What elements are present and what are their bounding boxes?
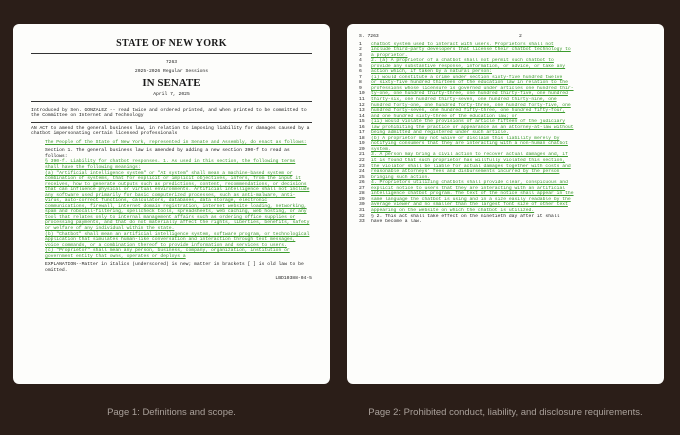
- line-number: 17: [359, 130, 365, 136]
- line-number: 1: [359, 41, 362, 47]
- sessions-line: 2025-2026 Regular Sessions: [134, 68, 209, 74]
- line-text: 2. (a) A proprietor of a chatbot shall not permit such chatbot to: [371, 58, 554, 64]
- line-number: 28: [359, 191, 365, 197]
- page-2-header: [359, 34, 650, 40]
- line-number: 15: [359, 119, 365, 125]
- header-page-number: 2: [519, 34, 522, 39]
- bill-code: LBD10388-04-5: [275, 276, 312, 282]
- line-text: the violator shall be liable for actual damages together with costs and: [371, 163, 571, 169]
- line-text: hundred forty-seven, one hundred fifty-three, one hundred fifty-four,: [371, 108, 566, 114]
- line-text: and one hundred sixty-three of the education law; or: [371, 113, 518, 119]
- line-number: 33: [359, 219, 365, 225]
- caption-page-2: Page 2: Prohibited conduct, liability, and disclosure requirements.: [368, 407, 643, 418]
- line-text: provide any substantive response, information, or advice, or take any: [371, 63, 566, 69]
- line-number: 23: [359, 163, 365, 169]
- line-number: 12: [359, 102, 365, 108]
- line-number: 30: [359, 202, 365, 208]
- line-text: same language the chatbot is using and in a size easily readable by the: [371, 196, 571, 202]
- line-number: 24: [359, 169, 365, 175]
- line-number: 25: [359, 174, 365, 180]
- line-text: appearing on the website on which the chatbot is utilized.: [371, 207, 535, 213]
- line-text: system.: [371, 146, 391, 152]
- line-number: 4: [359, 58, 362, 64]
- line-number: 26: [359, 180, 365, 186]
- section-heading: § 390-f. Liability for chatbot responses. 1. As used in this section, the following terms shall have the following meanings:: [45, 159, 296, 171]
- bill-page-2: [347, 24, 664, 384]
- line-number: 27: [359, 185, 365, 191]
- line-number: 21: [359, 152, 365, 158]
- line-text: it is found that such proprietor has willfully violated this section,: [371, 158, 566, 164]
- line-text: reasonable attorneys' fees and disbursements incurred by the person: [371, 169, 560, 175]
- line-number: 2: [359, 47, 362, 53]
- line-number: 13: [359, 108, 365, 114]
- line-text: a proprietor.: [371, 52, 408, 58]
- header-bill-number: S. 7263: [359, 34, 379, 39]
- title-rule: [31, 53, 312, 54]
- line-text: 4. Proprietors utilizing chatbots shall provide clear, conspicuous and: [371, 180, 568, 186]
- line-number: 9: [359, 85, 362, 91]
- line-text: bringing such action.: [371, 174, 431, 180]
- line-text: § 2. This act shall take effect on the ninetieth day after it shall: [371, 213, 560, 219]
- line-text: thirty-six, one hundred thirty-seven, one hundred thirty-nine, one: [371, 97, 557, 103]
- page-2-lines: [359, 42, 650, 225]
- section-1-intro: Section 1. The general business law is amended by adding a new section 390-f to read as follows:: [45, 148, 290, 159]
- line-text: intelligence chatbot program. The text of the notice shall appear in the: [371, 191, 574, 197]
- line-number: 3: [359, 52, 362, 58]
- introduced-text: Introduced by Sen. GONZALEZ -- read twice and ordered printed, and when printed to be committed to the Committee on Internet and Technology: [31, 107, 307, 119]
- line-number: 11: [359, 97, 365, 103]
- state-title: STATE OF NEW YORK: [116, 38, 227, 49]
- enacting-clause: The People of the State of New York, represented in Senate and Assembly, do enact as follows:: [45, 139, 307, 145]
- definition-c: (c) "Proprietor" shall mean any person, business, company, organization, institution or government entity that owns, operates or deploys a: [45, 248, 290, 259]
- line-number: 31: [359, 207, 365, 213]
- line-number: 20: [359, 146, 365, 152]
- line-text: (b) A proprietor may not waive or disclaim this liability merely by: [371, 135, 560, 141]
- line-number: 7: [359, 74, 362, 80]
- line-number: 18: [359, 135, 365, 141]
- definition-a: (a) "Artificial intelligence system" or "AI system" shall mean a machine-based system or combination of systems, that for explicit or implicit objectives, infers, from the input it receives, how to generate outputs such as predictions, content, recommendations, or decisions that can influence physical or virtual environments. Artificial intelligence shall not include any software used primarily for basic computerized processes, such as anti-malware, anti-virus, auto-correct functions, calculators, databases, data storage, electronic communications, firewall, internet domain registration, internet website loading, networking, spam and robocall-filtering, spellcheck tools, spreadsheets, web caching, web hosting, or any tool that relates only to internal management affairs such as ordering office supplies or processing payments, and that do not materially affect the rights, liberties, benefits, safety or welfare of any individual within the state.: [45, 170, 310, 232]
- line-text: action which, if taken by a natural person:: [371, 69, 492, 75]
- line-text: (i) would constitute a crime under section sixty-five hundred twelve: [371, 74, 563, 80]
- intro-rule: [31, 122, 312, 123]
- bill-line: [359, 219, 650, 225]
- definition-b: (b) "Chatbot" shall mean an artificial intelligence system, software program, or technological application that simulates human-like conversation and interaction through text messages, voice commands, or a combination thereof to provide information and services to users.: [45, 231, 310, 248]
- line-number: 8: [359, 80, 362, 86]
- line-number: 16: [359, 124, 365, 130]
- line-text: being admitted and registered under such article.: [371, 130, 509, 136]
- date-rule: [31, 101, 312, 102]
- line-text: average viewer and no smaller than the largest font size of other text: [371, 202, 568, 208]
- line-text: notifying consumers that they are interacting with a non-human chatbot: [371, 141, 568, 147]
- line-number: 14: [359, 113, 365, 119]
- line-text: include third-party developers that license their chatbot technology to: [371, 47, 571, 53]
- bill-page-1: [13, 24, 330, 384]
- act-title: AN ACT to amend the general business law, in relation to imposing liability for damages caused by a chatbot impersonating certain licensed professionals: [31, 125, 310, 137]
- explanation-note: EXPLANATION--Matter in italics (underscored) is new; matter in brackets [ ] is old law to be omitted.: [45, 262, 304, 273]
- bill-date: April 7, 2025: [153, 92, 190, 98]
- line-text: ty-one, one hundred thirty-three, one hundred thirty-five, one hundred: [371, 91, 568, 97]
- line-number: 22: [359, 158, 365, 164]
- line-text: (ii) would violate the provisions of article fifteen of the judiciary: [371, 119, 566, 125]
- line-text: hundred forty-one, one hundred forty-three, one hundred forty-five, one: [371, 102, 571, 108]
- line-text: or sixty-five hundred thirteen of the education law in relation to the: [371, 80, 568, 86]
- line-text: have become a law.: [371, 219, 422, 225]
- line-number: 5: [359, 63, 362, 69]
- line-number: 10: [359, 91, 365, 97]
- line-text: explicit notice to users that they are interacting with an artificial: [371, 185, 566, 191]
- caption-page-1: Page 1: Definitions and scope.: [107, 407, 236, 418]
- line-text: professions whose licensure is governed under articles one hundred thir-: [371, 85, 574, 91]
- line-text: 3. A person may bring a civil action to recover actual damages and, if: [371, 152, 568, 158]
- line-text: law prohibiting the practice or appearance as an attorney-at-law without: [371, 124, 574, 130]
- line-number: 19: [359, 141, 365, 147]
- bill-number: 7263: [165, 60, 178, 65]
- line-number: 6: [359, 69, 362, 75]
- line-number: 29: [359, 196, 365, 202]
- line-text: chatbot system used to interact with users. Proprietors shall not: [371, 41, 554, 47]
- line-number: 32: [359, 213, 365, 219]
- chamber-heading: IN SENATE: [142, 77, 201, 90]
